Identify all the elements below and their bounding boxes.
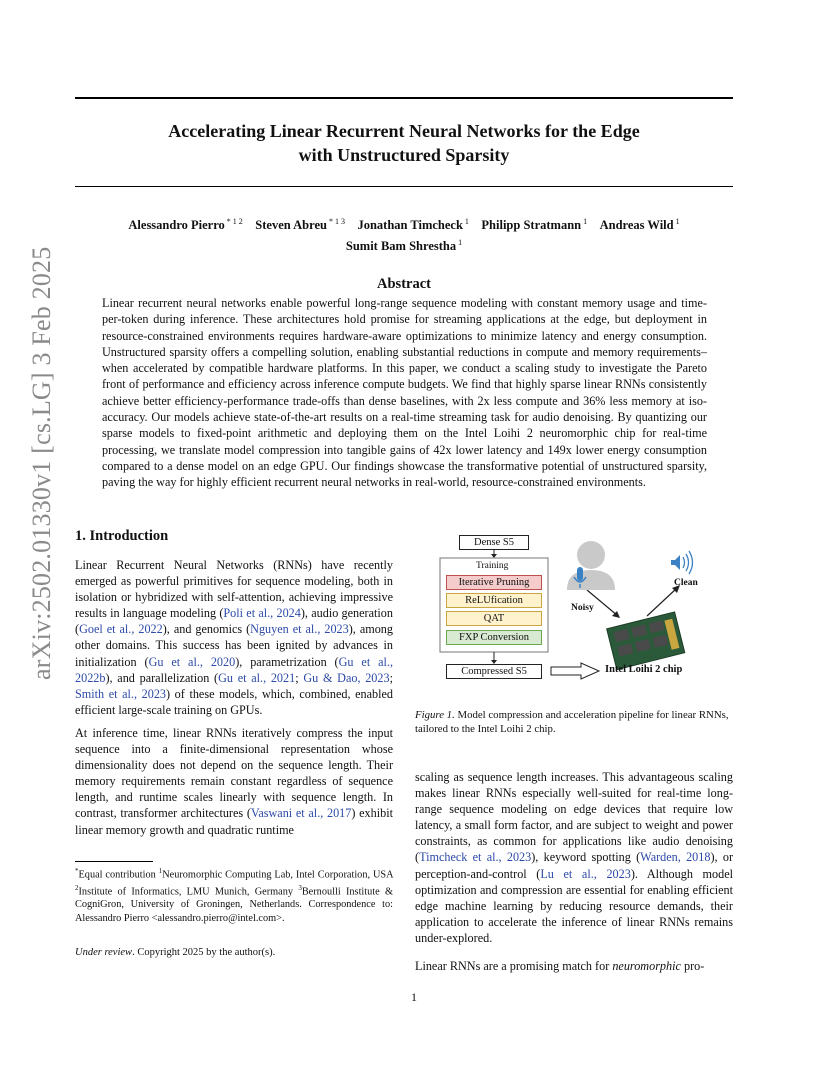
paragraph-4-end: pro- <box>680 959 705 973</box>
footnote-affiliation-2: Institute of Informatics, LMU Munich, Germany <box>78 886 294 898</box>
footnote: *Equal contribution $^1$Neuromorphic Computing Lab, Intel Corporation, USA $^2$Institute of Informatics, LMU Munich, Germany $^3$Bernoulli Institute & CogniGron, University of Groningen, Netherlands. Correspondence to: Alessandro Pierro <alessandro.pierro@intel.com>. <box>75 867 394 924</box>
title-bottom-rule <box>75 186 733 187</box>
author-name: Jonathan Timcheck <box>357 218 463 233</box>
citation-link[interactable]: Lu et al., 2023 <box>540 866 631 881</box>
paragraph-text: ). Although model optimization and compression are essential for enabling efficient edge machine learning by reducing resource demands, their application to accelerate the inference of linear RNNs remains under-explored. <box>415 866 734 945</box>
paragraph-text: ), and genomics ( <box>162 622 251 637</box>
author-name: Andreas Wild <box>599 218 674 233</box>
figure-1-pipeline <box>415 530 733 700</box>
section-heading-introduction: 1. Introduction <box>75 528 169 544</box>
citation-link[interactable]: Warden, 2018 <box>640 850 711 865</box>
review-notice <box>75 947 275 958</box>
author-line-2 <box>75 234 733 255</box>
paragraph-text: ) of these models, which, combined, enabled efficient large-scale training on GPUs. <box>75 686 393 717</box>
figure-1-caption-text: Model compression and acceleration pipeline for linear RNNs, tailored to the Intel Loihi 2 chip. <box>415 709 729 735</box>
citation-link[interactable]: Timcheck et al., 2023 <box>419 850 532 865</box>
page-number: 1 <box>411 990 417 1004</box>
figure-1-caption-label: Figure 1. <box>415 709 455 721</box>
citation-link[interactable]: Gu et al., 2022b <box>75 654 393 685</box>
dense-s5-box: Dense S5 <box>459 535 529 550</box>
title-line-2: with Unstructured Sparsity <box>298 145 510 165</box>
paragraph-text: ), keyword spotting ( <box>531 850 641 865</box>
training-label: Training <box>476 561 509 571</box>
author-name: Philipp Stratmann <box>481 218 582 233</box>
footnote-affiliation-1: Neuromorphic Computing Lab, Intel Corporation, USA <box>162 869 393 881</box>
author-name: Steven Abreu <box>255 218 327 233</box>
pipeline-stage: Iterative Pruning <box>446 575 542 590</box>
intro-paragraph-1 <box>75 557 393 718</box>
footnote-affiliation-3: Bernoulli Institute & CogniGron, University of Groningen, Netherlands. Correspondence to: Alessandro Pierro <alessandro.pierro@intel.com>. <box>75 886 394 924</box>
citation-link[interactable]: Gu et al., 2020 <box>148 654 236 669</box>
arxiv-identifier: arXiv:2502.01330v1 [cs.LG] 3 Feb 2025 <box>27 246 56 680</box>
citation-link[interactable]: Poli et al., 2024 <box>223 606 301 621</box>
author-name: Sumit Bam Shrestha <box>345 239 457 254</box>
intro-paragraph-2 <box>75 725 393 838</box>
paragraph-text: ), audio generation ( <box>75 606 393 637</box>
paragraph-text: Linear Recurrent Neural Networks (RNNs) have recently emerged as powerful primitives for sequence modeling, both in isolation or hybridized with self-attention, achieving impressive results in language modeling ( <box>75 558 393 621</box>
citation-link[interactable]: Nguyen et al., 2023 <box>250 622 349 637</box>
intro-paragraph-4 <box>415 958 733 974</box>
pipeline-stage: ReLUfication <box>446 593 542 608</box>
author-affiliation-marker: * 1 2 <box>224 217 243 226</box>
paragraph-text: ; <box>295 670 304 685</box>
pipeline-stage: QAT <box>446 611 542 626</box>
title-line-1: Accelerating Linear Recurrent Neural Networks for the Edge <box>168 121 640 141</box>
title-top-rule <box>75 97 733 99</box>
paragraph-text: ) exhibit linear memory growth and quadratic runtime <box>75 806 393 837</box>
paragraph-text: ), among other domains. This success has been ignited by advances in initialization ( <box>75 622 393 669</box>
author-affiliation-marker: 1 <box>462 217 469 226</box>
paragraph-4-emphasis: neuromorphic <box>612 959 681 973</box>
author-affiliation-marker: 1 <box>581 217 588 226</box>
noisy-label: Noisy <box>571 603 594 613</box>
paragraph-text: scaling as sequence length increases. This advantageous scaling makes linear RNNs especially well-suited for real-time long-range sequence modeling on edge devices that require low latency, a small form factor, and are subject to weight and power constraints, as common for applications like audio denoising ( <box>415 770 733 865</box>
citation-link[interactable]: Vaswani et al., 2017 <box>250 806 352 821</box>
citation-link[interactable]: Smith et al., 2023 <box>75 686 167 701</box>
citation-link[interactable]: Gu et al., 2021 <box>218 670 296 685</box>
abstract-body: Linear recurrent neural networks enable powerful long-range sequence modeling with constant memory usage and time-per-token during inference. These architectures hold promise for streaming applications at the edge, but deployment in resource-constrained environments requires hardware-aware optimizations to minimize latency and energy consumption. Unstructured sparsity offers a compelling solution, enabling substantial reductions in compute and memory requirements–when accelerated by compatible hardware platforms. In this paper, we conduct a scaling study to investigate the Pareto front of performance and efficiency across inference compute budgets. We find that highly sparse linear RNNs consistently achieve better efficiency-performance trade-offs than dense baselines, with 2x less compute and 36% less memory at iso-accuracy. Our models achieve state-of-the-art results on a real-time streaming task for audio denoising. By quantizing our sparse models to fixed-point arithmetic and deploying them on the Intel Loihi 2 neuromorphic chip for real-time processing, we translate model compression into tangible gains of 42x lower latency and 149x lower energy consumption compared to a dense model on an edge GPU. Our findings showcase the transformative potential of unstructured sparsity, paving the way for highly efficient recurrent neural networks in real-world, resource-constrained environments. <box>102 296 707 490</box>
pipeline-stage: FXP Conversion <box>446 630 542 645</box>
copyright-text: . Copyright 2025 by the author(s). <box>132 947 276 958</box>
figure-1-caption <box>415 708 733 736</box>
chip-label: Intel Loihi 2 chip <box>605 664 683 675</box>
review-status: Under review <box>75 947 133 958</box>
intro-paragraph-3 <box>415 769 733 946</box>
footnote-equal-contribution: Equal contribution <box>78 869 156 881</box>
paragraph-text: ), and parallelization ( <box>105 670 219 685</box>
author-line-1 <box>75 213 733 234</box>
author-list <box>75 213 733 255</box>
paragraph-text: ), parametrization ( <box>235 654 339 669</box>
author-affiliation-marker: 1 <box>456 238 463 248</box>
author-affiliation-marker: * 1 3 <box>326 217 345 226</box>
paper-title <box>75 119 733 167</box>
paragraph-text: ), or perception-and-control ( <box>415 850 734 881</box>
citation-link[interactable]: Goel et al., 2022 <box>79 622 163 637</box>
author-affiliation-marker: 1 <box>673 217 680 226</box>
compressed-s5-box: Compressed S5 <box>446 664 542 679</box>
clean-label: Clean <box>674 578 698 588</box>
paragraph-text: ; <box>389 670 393 685</box>
paragraph-4-start: Linear RNNs are a promising match for <box>415 959 613 973</box>
abstract-heading: Abstract <box>377 276 431 292</box>
paragraph-text: At inference time, linear RNNs iteratively compress the input sequence into a finite-dimensional representation whose dimensionality does not depend on the sequence length. Their memory requirements remain constant regardless of sequence length, and runtime scales linearly with sequence length. In contrast, transformer architectures ( <box>75 726 393 821</box>
footnote-rule <box>75 861 153 862</box>
citation-link[interactable]: Gu & Dao, 2023 <box>303 670 390 685</box>
author-name: Alessandro Pierro <box>128 218 225 233</box>
